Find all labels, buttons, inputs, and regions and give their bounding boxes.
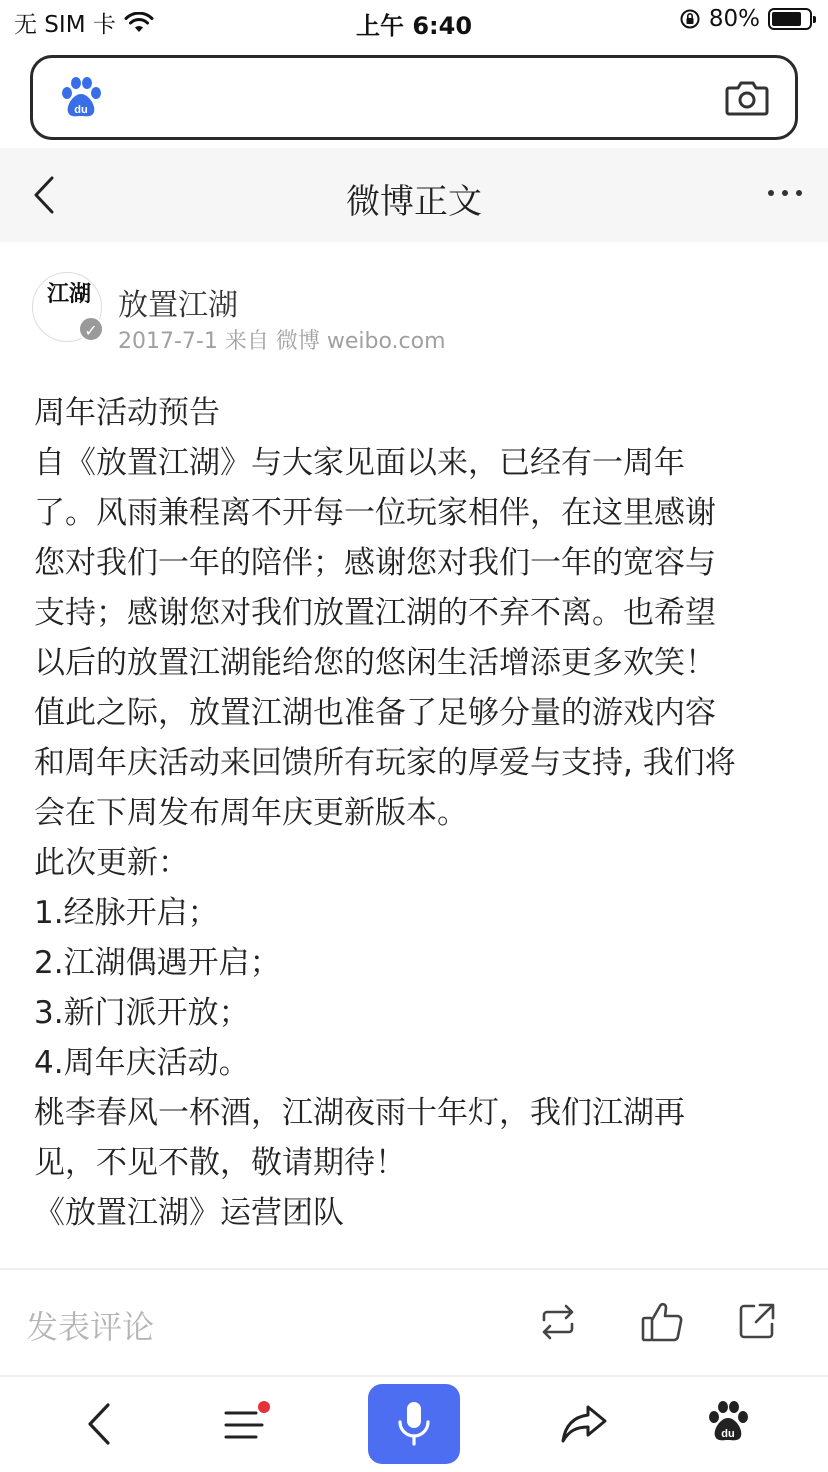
post-body: [34, 388, 814, 1238]
post-line: 2.江湖偶遇开启；: [34, 945, 281, 981]
repost-icon[interactable]: [536, 1302, 580, 1342]
post-meta: 2017-7-1 来自 微博 weibo.com: [118, 329, 446, 354]
share-arrow-icon[interactable]: [560, 1403, 608, 1445]
author-name[interactable]: 放置江湖: [118, 288, 238, 323]
status-right: [679, 6, 812, 32]
post-line: 会在下周发布周年庆更新版本。: [34, 795, 468, 831]
post-line: 3.新门派开放；: [34, 995, 250, 1031]
post-line: 1.经脉开启；: [34, 895, 219, 931]
post-line: 以后的放置江湖能给您的悠闲生活增添更多欢笑！: [34, 645, 716, 681]
search-bar[interactable]: [30, 55, 798, 140]
post-line: 周年活动预告: [34, 395, 220, 431]
comment-input[interactable]: 发表评论: [26, 1308, 155, 1346]
share-out-icon[interactable]: [738, 1302, 776, 1340]
carrier-label: 无 SIM 卡: [14, 12, 116, 38]
battery-label: 80%: [708, 6, 760, 32]
post-line: 4.周年庆活动。: [34, 1045, 250, 1081]
battery-fill: [772, 12, 801, 26]
post-line: 桃李春风一杯酒，江湖夜雨十年灯，我们江湖再: [34, 1095, 685, 1131]
more-dots-icon[interactable]: [766, 186, 804, 200]
battery-icon: [768, 8, 812, 30]
svg-text:du: du: [74, 104, 88, 116]
avatar-text: 江湖: [47, 281, 92, 307]
post-line: 和周年庆活动来回馈所有玩家的厚爱与支持, 我们将: [34, 745, 736, 781]
svg-text:du: du: [721, 1428, 735, 1440]
status-time: 上午 6:40: [355, 12, 473, 40]
comment-bar: [0, 1270, 828, 1375]
verified-badge: ✓: [78, 316, 104, 342]
post-line: 此次更新：: [34, 845, 189, 881]
post-line: 《放置江湖》运营团队: [34, 1195, 344, 1231]
page-title: 微博正文: [346, 182, 482, 222]
notification-dot: [258, 1401, 270, 1413]
microphone-icon: [394, 1400, 434, 1448]
baidu-paw-icon[interactable]: [59, 76, 103, 120]
post-line: 了。风雨兼程离不开每一位玩家相伴，在这里感谢: [34, 495, 716, 531]
baidu-home-icon[interactable]: [706, 1399, 750, 1445]
post-line: 自《放置江湖》与大家见面以来，已经有一周年: [34, 445, 685, 481]
back-icon[interactable]: [82, 1401, 116, 1447]
menu-icon[interactable]: [222, 1401, 270, 1445]
orientation-lock-icon: [679, 8, 701, 30]
post-line: 值此之际，放置江湖也准备了足够分量的游戏内容: [34, 695, 716, 731]
thumbs-up-icon[interactable]: [640, 1300, 684, 1344]
post-line: 支持；感谢您对我们放置江湖的不弃不离。也希望: [34, 595, 716, 631]
nav-bar: [0, 148, 828, 242]
status-bar: [0, 0, 828, 44]
post-line: 见，不见不散，敬请期待！: [34, 1145, 406, 1181]
voice-search-button[interactable]: [368, 1384, 460, 1464]
bottom-toolbar: [0, 1377, 828, 1472]
post-line: 您对我们一年的陪伴；感谢您对我们一年的宽容与: [34, 545, 716, 581]
camera-icon[interactable]: [725, 78, 769, 118]
